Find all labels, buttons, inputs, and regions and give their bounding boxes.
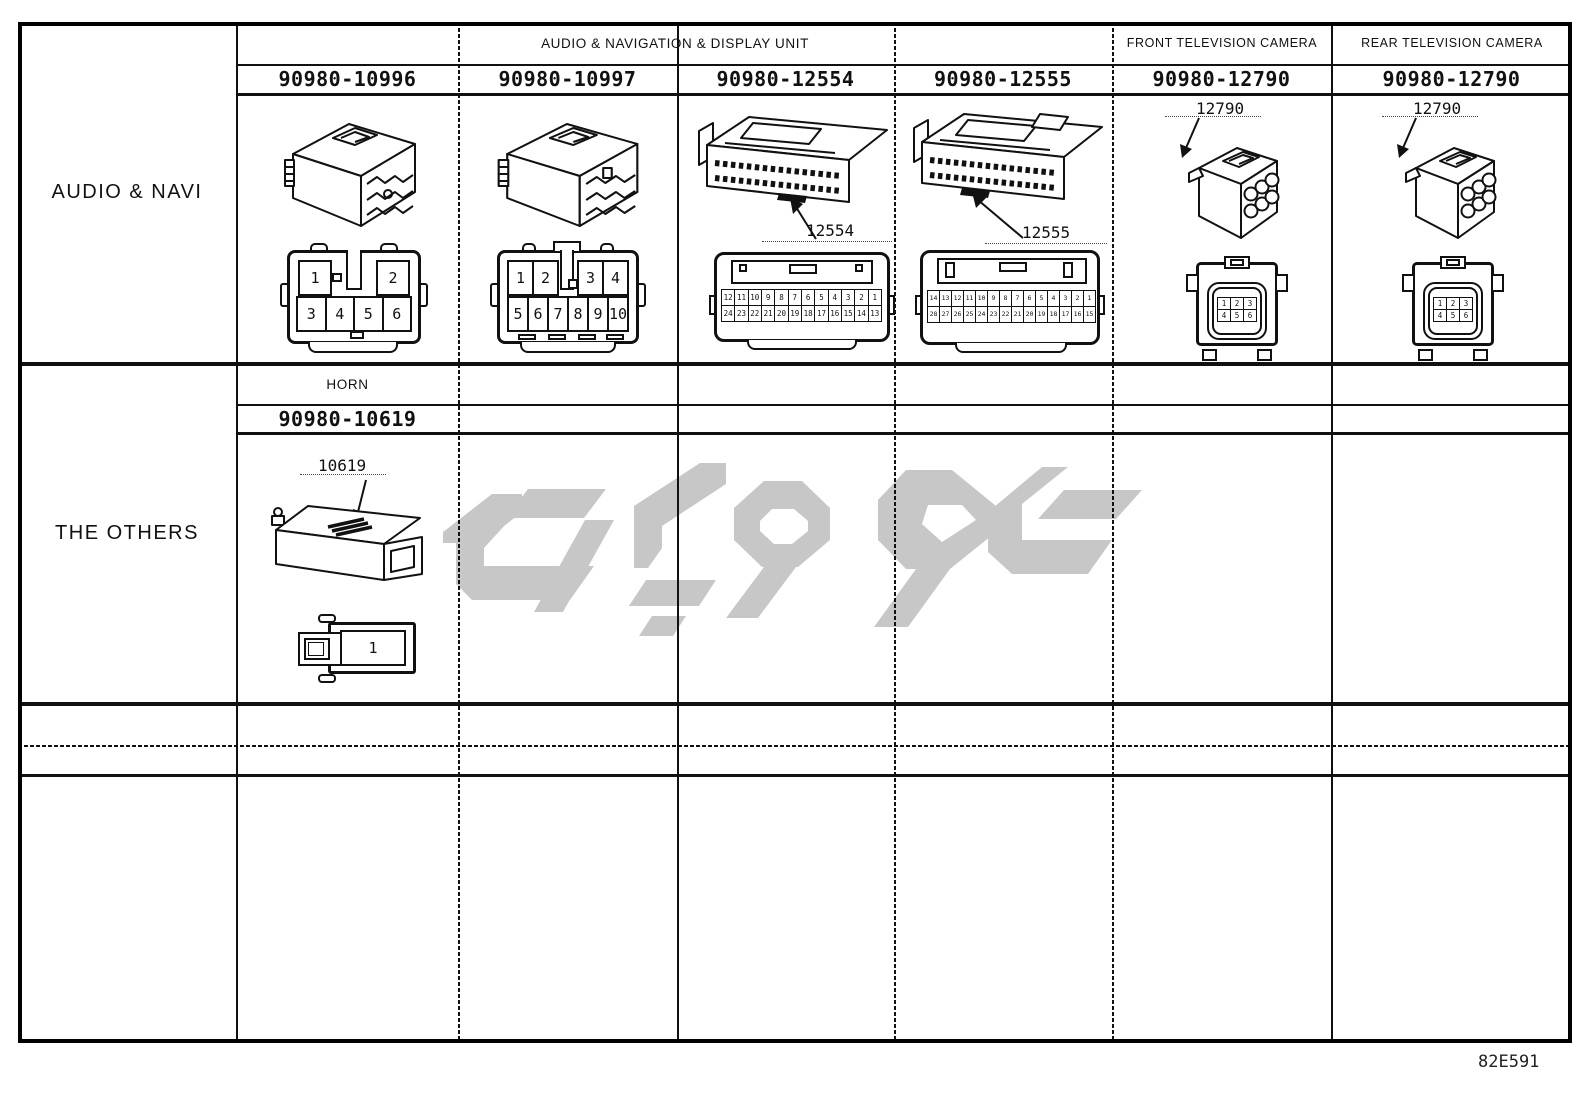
- pin-cell: 6: [382, 296, 413, 332]
- pin-cell: 2: [1446, 297, 1460, 310]
- pin-cell: 28: [927, 306, 940, 323]
- part-number-10996: 90980-10996: [278, 67, 417, 91]
- part-number-10619: 90980-10619: [278, 406, 417, 431]
- pin-cell: 3: [296, 296, 327, 332]
- callout-underline: [985, 242, 1107, 244]
- pin-cell: 21: [1011, 306, 1024, 323]
- pin-cell: 5: [1230, 309, 1244, 322]
- part-number-12790-front: 90980-12790: [1152, 67, 1291, 91]
- pin-cell: 6: [1243, 309, 1257, 322]
- pin-cell: 6: [1023, 290, 1036, 307]
- connector-3d-view-12790-front: [1175, 116, 1293, 251]
- connector-3d-view-12555: [910, 100, 1110, 245]
- grid-line: [237, 432, 1572, 435]
- grid-line: [237, 93, 1572, 96]
- connector-pin-face-12555: [920, 250, 1100, 345]
- pin-cell: 5: [814, 289, 828, 306]
- pin-cell: 4: [1047, 290, 1060, 307]
- grid-line: [1112, 22, 1114, 1043]
- pin-cell: 6: [801, 289, 815, 306]
- pin-cell: 2: [1071, 290, 1084, 307]
- pin-cell: 13: [939, 290, 952, 307]
- connector-3d-view-10997: [488, 108, 648, 233]
- pin-cell: 24: [721, 305, 735, 322]
- watermark-logo: [440, 450, 1160, 650]
- row-group-label-the-others: THE OTHERS: [55, 522, 199, 544]
- pin-cell: 25: [963, 306, 976, 323]
- pin-cell: 4: [602, 260, 629, 296]
- pin-cell: 7: [1011, 290, 1024, 307]
- column-header-front-tv-camera: FRONT TELEVISION CAMERA: [1126, 36, 1318, 50]
- pin-cell: 4: [828, 289, 842, 306]
- connector-pin-face-10619: [288, 620, 420, 678]
- connector-3d-view-12790-rear: [1392, 116, 1510, 251]
- pin-cell: 8: [999, 290, 1012, 307]
- grid-line: [18, 702, 1572, 706]
- pin-cell: 1: [507, 260, 534, 296]
- grid-line: [458, 22, 460, 1043]
- callout-label-10619: 10619: [318, 456, 367, 475]
- pin-cell: 26: [951, 306, 964, 323]
- pin-cell: 16: [828, 305, 842, 322]
- callout-underline: [762, 240, 892, 242]
- pin-cell: 17: [814, 305, 828, 322]
- pin-cell: 22: [748, 305, 762, 322]
- pin-cell: 9: [761, 289, 775, 306]
- pin-cell: 15: [1083, 306, 1096, 323]
- pin-cell: 5: [1035, 290, 1048, 307]
- callout-label-12790-rear: 12790: [1413, 99, 1462, 118]
- part-number-12790-rear: 90980-12790: [1382, 67, 1521, 91]
- connector-pin-face-12554: [714, 252, 890, 342]
- pin-cell: 11: [734, 289, 748, 306]
- pin-cell: 16: [1071, 306, 1084, 323]
- pin-cell: 7: [788, 289, 802, 306]
- connector-pin-face-10996: [287, 250, 421, 344]
- pin-cell: 1: [298, 260, 332, 296]
- pin-cell: 24: [975, 306, 988, 323]
- pin-cell: 11: [963, 290, 976, 307]
- pin-cell: 2: [532, 260, 559, 296]
- pin-cell: 4: [1217, 309, 1231, 322]
- grid-line: [1331, 22, 1333, 1043]
- column-header-rear-tv-camera: REAR TELEVISION CAMERA: [1361, 36, 1543, 50]
- pin-cell: 22: [999, 306, 1012, 323]
- pin-cell: 4: [1433, 309, 1447, 322]
- part-number-12555: 90980-12555: [934, 67, 1072, 91]
- connector-pin-face-12790-rear: [1402, 254, 1504, 354]
- pin-cell: 1: [1083, 290, 1096, 307]
- pin-cell: 23: [987, 306, 1000, 323]
- pin-cell: 3: [577, 260, 604, 296]
- pin-cell: 2: [1230, 297, 1244, 310]
- pin-cell: 1: [1433, 297, 1447, 310]
- pin-cell: 27: [939, 306, 952, 323]
- grid-line: [677, 22, 679, 1043]
- column-group-header-audio-navigation: AUDIO & NAVIGATION & DISPLAY UNIT: [541, 35, 809, 51]
- pin-cell: 20: [1023, 306, 1036, 323]
- pin-cell: 14: [854, 305, 868, 322]
- pin-cell: 18: [1047, 306, 1060, 323]
- pin-cell: 1: [340, 630, 406, 666]
- pin-cell: 12: [721, 289, 735, 306]
- pin-cell: 15: [841, 305, 855, 322]
- grid-line: [236, 22, 238, 1043]
- grid-line: [18, 745, 1572, 747]
- pin-cell: 3: [1059, 290, 1072, 307]
- grid-line: [18, 774, 1572, 777]
- pin-cell: 1: [1217, 297, 1231, 310]
- pin-cell: 9: [987, 290, 1000, 307]
- pin-cell: 20: [774, 305, 788, 322]
- part-number-10997: 90980-10997: [498, 67, 637, 91]
- pin-cell: 5: [1446, 309, 1460, 322]
- connector-3d-view-10619: [268, 478, 433, 598]
- part-number-12554: 90980-12554: [716, 67, 855, 91]
- connector-pin-face-12790-front: [1186, 254, 1288, 354]
- pin-cell: 2: [376, 260, 410, 296]
- callout-label-12555: 12555: [1022, 223, 1071, 242]
- pin-cell: 18: [801, 305, 815, 322]
- pin-cell: 17: [1059, 306, 1072, 323]
- pin-cell: 13: [868, 305, 882, 322]
- callout-label-12790-front: 12790: [1196, 99, 1245, 118]
- drawing-code: 82E591: [1478, 1052, 1540, 1072]
- pin-cell: 23: [734, 305, 748, 322]
- sub-header-horn: HORN: [326, 377, 369, 392]
- pin-cell: 10: [975, 290, 988, 307]
- pin-cell: 4: [325, 296, 356, 332]
- pin-cell: 3: [841, 289, 855, 306]
- connector-pin-face-10997: [497, 250, 639, 344]
- callout-label-12554: 12554: [806, 221, 855, 240]
- pin-cell: 5: [507, 296, 529, 332]
- pin-cell: 1: [868, 289, 882, 306]
- pin-cell: 3: [1243, 297, 1257, 310]
- pin-cell: 10: [607, 296, 629, 332]
- pin-cell: 14: [927, 290, 940, 307]
- pin-cell: 7: [547, 296, 569, 332]
- row-group-label-audio-navi: AUDIO & NAVI: [51, 181, 203, 203]
- pin-cell: 8: [774, 289, 788, 306]
- pin-cell: 10: [748, 289, 762, 306]
- connector-3d-view-12554: [695, 103, 895, 248]
- pin-cell: 2: [854, 289, 868, 306]
- connector-3d-view-10996: [275, 108, 425, 233]
- pin-cell: 8: [567, 296, 589, 332]
- pin-cell: 6: [527, 296, 549, 332]
- pin-cell: 9: [587, 296, 609, 332]
- pin-cell: 3: [1459, 297, 1473, 310]
- pin-cell: 6: [1459, 309, 1473, 322]
- pin-cell: 19: [1035, 306, 1048, 323]
- pin-cell: 12: [951, 290, 964, 307]
- pin-cell: 19: [788, 305, 802, 322]
- pin-cell: 21: [761, 305, 775, 322]
- pin-cell: 5: [353, 296, 384, 332]
